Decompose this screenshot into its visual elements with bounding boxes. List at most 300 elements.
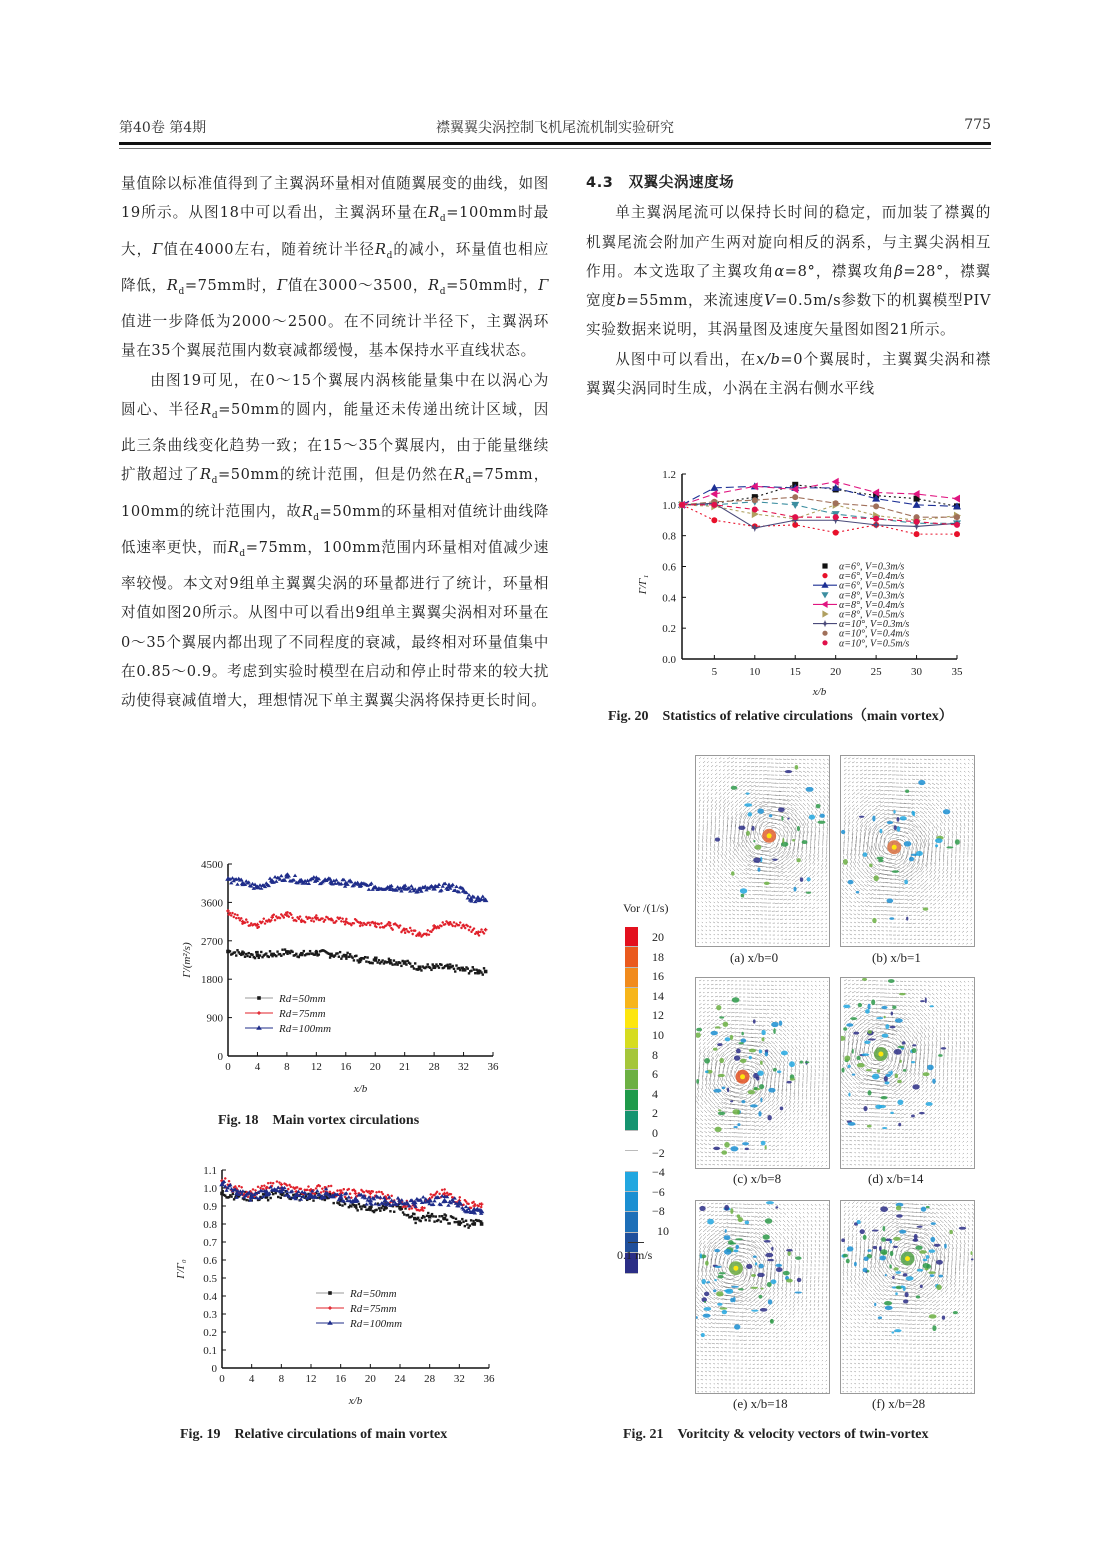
vorticity-patch (766, 1201, 774, 1204)
data-sample (443, 1188, 445, 1190)
vorticity-patch (856, 891, 860, 894)
y-tick-label: 0.7 (203, 1237, 217, 1249)
vorticity-patch (899, 1230, 906, 1234)
vorticity-patch (863, 852, 868, 857)
data-sample (340, 958, 342, 960)
data-sample (432, 1215, 434, 1217)
colorbar-swatch (625, 1172, 638, 1192)
vorticity-patch (738, 826, 745, 830)
data-sample (339, 951, 341, 953)
y-tick-label: 3600 (201, 897, 223, 910)
x-tick-label: 25 (870, 666, 882, 678)
data-sample (442, 1217, 444, 1219)
data-sample (232, 1193, 234, 1195)
x-tick-label: 20 (830, 666, 842, 678)
data-sample (354, 1205, 356, 1207)
data-sample (328, 953, 330, 955)
data-sample (315, 950, 317, 952)
vorticity-patch (785, 770, 792, 773)
series-rd50mm (220, 1189, 483, 1228)
vorticity-patch (906, 1276, 914, 1280)
data-sample (283, 953, 285, 955)
colorbar-label: 12 (652, 1008, 664, 1023)
vorticity-patch (872, 815, 875, 821)
vorticity-patch (930, 1274, 934, 1277)
colorbar-swatch (625, 1029, 638, 1049)
data-sample (375, 1191, 377, 1193)
vorticity-patch (869, 864, 873, 868)
vorticity-patch (786, 1081, 791, 1084)
vorticity-patch (717, 1303, 722, 1306)
vorticity-patch (805, 1061, 810, 1063)
vorticity-patch (722, 1310, 727, 1314)
vorticity-patch (868, 1090, 872, 1095)
vorticity-patch (771, 1247, 773, 1251)
vorticity-patch (705, 1070, 709, 1073)
vorticity-patch (733, 1126, 737, 1128)
data-sample (369, 1209, 371, 1211)
vorticity-patch (730, 1242, 736, 1244)
vorticity-patch (903, 1299, 908, 1303)
colorbar-swatch (625, 1090, 638, 1110)
vorticity-patch (863, 1235, 867, 1240)
data-sample (445, 1214, 447, 1216)
vorticity-patch (929, 1314, 937, 1318)
data-point (914, 531, 920, 537)
vorticity-patch (753, 840, 755, 842)
vorticity-patch (894, 1329, 901, 1332)
vorticity-patch (871, 999, 875, 1005)
journal-title: 襟翼翼尖涡控制飞机尾流机制实验研究 (436, 120, 674, 136)
data-sample (421, 1195, 425, 1198)
data-point (873, 516, 879, 522)
data-sample (476, 895, 480, 898)
vorticity-patch (927, 1065, 934, 1071)
vorticity-patch (878, 1105, 886, 1108)
vorticity-patch (866, 1069, 872, 1071)
data-sample (238, 917, 240, 919)
paragraph (121, 366, 549, 716)
data-sample (400, 965, 402, 967)
vorticity-patch (703, 1314, 711, 1318)
vorticity-patch (944, 1244, 947, 1249)
vorticity-patch (862, 978, 867, 981)
vorticity-patch (715, 1026, 721, 1028)
legend (245, 993, 331, 1035)
right-column (586, 169, 991, 403)
vorticity-patch (857, 1220, 861, 1224)
data-sample (396, 963, 398, 965)
y-tick-label: 0.6 (203, 1255, 217, 1267)
vector-field (841, 978, 974, 1168)
math-symbol: R (374, 240, 387, 258)
data-sample (454, 925, 456, 927)
data-sample (455, 964, 457, 966)
legend (813, 562, 909, 650)
data-sample (348, 956, 350, 958)
vorticity-patch (897, 1099, 903, 1105)
vorticity-patch (718, 1109, 721, 1111)
data-sample (301, 952, 303, 954)
data-sample (411, 965, 413, 967)
vorticity-patch (953, 1311, 958, 1314)
vorticity-patch (930, 1237, 935, 1242)
vorticity-patch (753, 1256, 757, 1258)
vorticity-patch (724, 1142, 729, 1148)
vorticity-patch (887, 821, 893, 824)
vorticity-patch (935, 844, 938, 847)
data-sample (432, 1199, 436, 1202)
data-sample (293, 874, 297, 877)
data-sample (480, 971, 482, 973)
data-point (822, 563, 827, 568)
vorticity-patch (704, 1301, 706, 1303)
vorticity-patch (896, 1214, 903, 1217)
data-sample (249, 956, 251, 958)
vorticity-patch (877, 1069, 880, 1072)
vorticity-patch (755, 1262, 757, 1265)
vorticity-patch (943, 809, 950, 814)
vorticity-patch (718, 1074, 725, 1077)
vorticity-patch (841, 1238, 845, 1242)
vortex-core-center (878, 1052, 883, 1057)
data-sample (456, 1221, 458, 1223)
vorticity-patch (737, 1123, 740, 1126)
data-sample (391, 963, 393, 965)
text-run: 值在3000～3500， (287, 276, 429, 294)
vorticity-patch (912, 1084, 919, 1089)
vorticity-patch (778, 807, 785, 812)
vorticity-patch (917, 1269, 923, 1272)
vorticity-patch (911, 1061, 915, 1063)
data-sample (431, 1196, 433, 1198)
subscript: d (178, 286, 185, 297)
vorticity-patch (725, 1289, 733, 1294)
math-symbol: R (166, 276, 179, 294)
data-sample (299, 915, 301, 917)
subscript: d (239, 548, 246, 559)
vorticity-patch (919, 1112, 925, 1114)
vorticity-patch (721, 1150, 727, 1154)
vorticity-patch (848, 1122, 856, 1126)
data-point (821, 601, 827, 608)
data-sample (272, 1182, 274, 1184)
data-sample (269, 1182, 271, 1184)
math-symbol: b (616, 292, 627, 310)
data-sample (378, 1207, 380, 1209)
vorticity-patch (751, 1310, 759, 1312)
velocity-vectors (841, 758, 973, 945)
vorticity-patch (888, 1071, 891, 1073)
vorticity-patch (707, 1219, 714, 1225)
vorticity-patch (843, 859, 848, 865)
data-sample (246, 921, 248, 923)
vorticity-patch (760, 1098, 762, 1103)
vorticity-patch (704, 1292, 709, 1297)
data-point (833, 530, 839, 536)
vortex-core-center (767, 833, 772, 838)
data-sample (409, 927, 411, 929)
vorticity-patch (970, 1251, 972, 1255)
data-sample (257, 1186, 259, 1188)
vorticity-patch (781, 842, 788, 847)
x-tick-label: 0 (219, 1373, 225, 1385)
data-sample (428, 1219, 430, 1221)
data-sample (438, 1215, 440, 1217)
figure-18-caption: Fig. 18 Main vortex circulations (218, 1113, 420, 1128)
vorticity-patch (741, 894, 745, 898)
data-sample (467, 967, 469, 969)
data-sample (452, 1217, 454, 1219)
data-sample (332, 1202, 334, 1204)
vorticity-patch (905, 789, 909, 792)
x-tick-label: 24 (394, 1373, 406, 1385)
vorticity-patch (890, 1251, 894, 1256)
vorticity-patch (718, 1112, 726, 1115)
data-sample (427, 929, 429, 931)
y-tick-label: 0.6 (662, 561, 676, 574)
data-sample (469, 926, 471, 928)
data-sample (278, 1181, 280, 1183)
y-tick-label: 0.1 (203, 1345, 217, 1357)
data-sample (447, 964, 449, 966)
vorticity-patch (719, 1307, 727, 1309)
y-tick-label: 2700 (201, 935, 223, 948)
data-sample (380, 922, 382, 924)
data-sample (274, 919, 276, 921)
vorticity-patch (935, 838, 943, 843)
vorticity-patch (873, 1246, 877, 1249)
text-run: =50mm时， (446, 276, 539, 294)
data-sample (254, 957, 256, 959)
data-sample (349, 1193, 351, 1195)
math-symbol: x/b (756, 350, 781, 368)
data-point (710, 490, 717, 498)
vorticity-patch (771, 1279, 777, 1284)
vorticity-patch (738, 1288, 743, 1290)
vorticity-patch (863, 1268, 868, 1272)
vector-field (696, 756, 829, 946)
data-sample (375, 957, 377, 959)
data-sample (388, 958, 390, 960)
vorticity-patch (769, 814, 772, 817)
vorticity-patch (761, 1141, 766, 1146)
colorbar-swatch (625, 968, 638, 988)
vorticity-patch (786, 1249, 793, 1252)
vorticity-patch (852, 1049, 854, 1054)
data-sample (430, 969, 432, 971)
vorticity-patch (790, 1078, 795, 1081)
vorticity-patch (740, 888, 747, 893)
subscript: d (313, 512, 320, 523)
data-sample (341, 1204, 343, 1206)
x-tick-label: 20 (364, 1373, 376, 1385)
colorbar-label: 6 (652, 1067, 658, 1082)
vorticity-patch (700, 1253, 702, 1258)
vorticity-patch (713, 1147, 720, 1151)
vorticity-patch (722, 1087, 726, 1090)
data-sample (425, 1219, 427, 1221)
vorticity-patch (717, 1275, 723, 1279)
data-sample (454, 970, 456, 972)
vorticity-patch (797, 826, 800, 831)
vorticity-patch (723, 1022, 729, 1027)
vorticity-patch (754, 1087, 758, 1090)
data-sample (276, 1186, 280, 1189)
vorticity-patch (715, 838, 720, 842)
data-sample (472, 1220, 474, 1222)
text-run: =50mm的统计范围，但是仍然在 (217, 466, 454, 484)
vorticity-patch (757, 867, 760, 871)
vorticity-patch (920, 1000, 925, 1002)
data-point (833, 514, 839, 520)
vorticity-patch (936, 1260, 943, 1265)
vorticity-patch (889, 1264, 892, 1268)
data-sample (310, 920, 312, 922)
data-point (257, 1011, 261, 1015)
vorticity-patch (741, 1032, 743, 1036)
x-tick-label: 4 (254, 1061, 261, 1073)
data-sample (350, 1205, 352, 1207)
series-rd75mm (226, 909, 487, 938)
vorticity-patch (919, 1250, 927, 1254)
piv-panel (840, 755, 975, 947)
data-sample (378, 959, 380, 961)
vorticity-patch (909, 857, 914, 862)
data-sample (344, 1203, 346, 1205)
x-tick-label: 12 (310, 1061, 322, 1073)
colorbar-label: 16 (652, 969, 664, 984)
data-sample (434, 966, 436, 968)
data-sample (291, 951, 293, 953)
colorbar-swatch (625, 1151, 638, 1171)
vorticity-patch (713, 1089, 721, 1093)
vorticity-patch (696, 1316, 698, 1319)
x-tick-label: 30 (911, 666, 923, 678)
vorticity-patch (806, 787, 814, 792)
legend-label: α=8°, V=0.5m/s (839, 609, 905, 621)
vorticity-patch (863, 1257, 868, 1262)
data-sample (464, 1225, 466, 1227)
x-tick-label: 32 (458, 1061, 470, 1073)
left-column (121, 169, 549, 715)
vorticity-patch (776, 1267, 783, 1272)
vorticity-patch (885, 1306, 893, 1310)
vorticity-patch (912, 1044, 916, 1046)
data-sample (359, 961, 361, 963)
data-sample (245, 1199, 247, 1201)
vorticity-patch (751, 1274, 756, 1277)
data-sample (235, 954, 237, 956)
text-run: 从图中可以看出，在 (615, 350, 757, 368)
velocity-vectors (841, 980, 973, 1167)
data-sample (229, 950, 231, 952)
y-tick-label: 0.2 (203, 1327, 217, 1339)
math-symbol: β (894, 262, 904, 280)
data-sample (378, 1191, 380, 1193)
colorbar-label: 14 (652, 988, 664, 1003)
vorticity-patch (916, 1295, 920, 1298)
text-run: =75mm时， (184, 276, 277, 294)
y-tick-label: 0.5 (203, 1273, 217, 1285)
vorticity-patch (735, 1245, 738, 1249)
math-symbol: R (227, 538, 240, 556)
vorticity-patch (856, 1056, 860, 1060)
data-sample (355, 955, 357, 957)
legend-label: α=8°, V=0.3m/s (839, 590, 905, 602)
data-sample (222, 1190, 224, 1192)
panel-label: (c) x/b=8 (733, 1171, 782, 1186)
data-sample (393, 1211, 395, 1213)
data-sample (441, 1189, 443, 1191)
paragraph (586, 198, 991, 344)
data-sample (264, 922, 266, 924)
vorticity-patch (868, 1030, 872, 1034)
x-tick-label: 16 (340, 1061, 352, 1073)
vorticity-patch (817, 821, 825, 824)
data-sample (263, 918, 265, 920)
legend-label: α=6°, V=0.3m/s (839, 561, 905, 573)
data-point (954, 522, 960, 528)
vorticity-patch (887, 899, 894, 904)
data-sample (313, 920, 315, 922)
vorticity-patch (750, 1104, 758, 1107)
vorticity-patch (809, 815, 815, 820)
y-tick-label: 0.4 (662, 592, 676, 605)
vorticity-patch (880, 829, 883, 833)
data-sample (379, 1210, 381, 1212)
vorticity-patch (715, 1266, 722, 1268)
data-sample (272, 1193, 274, 1195)
data-sample (474, 972, 476, 974)
data-sample (336, 952, 338, 954)
vorticity-patch (730, 1100, 733, 1102)
data-sample (447, 883, 451, 886)
vorticity-patch (850, 1017, 857, 1020)
vorticity-patch (901, 1285, 904, 1288)
vorticity-patch (716, 1005, 721, 1010)
data-sample (280, 1197, 282, 1199)
header-rule-thick (119, 142, 991, 145)
data-point (913, 501, 921, 508)
data-sample (420, 969, 422, 971)
data-sample (364, 1206, 366, 1208)
vorticity-patch (844, 1056, 850, 1062)
data-sample (462, 1221, 464, 1223)
x-tick-label: 21 (399, 1061, 411, 1073)
data-sample (385, 1207, 387, 1209)
data-sample (411, 1207, 413, 1209)
data-sample (359, 925, 361, 927)
vorticity-patch (783, 1271, 790, 1276)
vorticity-patch (758, 1111, 761, 1116)
x-tick-label: 4 (248, 1373, 255, 1385)
data-sample (258, 957, 260, 959)
vorticity-patch (731, 871, 735, 876)
data-sample (336, 1189, 338, 1191)
vorticity-patch (853, 1032, 859, 1035)
data-sample (382, 1205, 384, 1207)
vorticity-patch (885, 1024, 889, 1029)
vorticity-patch (878, 1316, 882, 1319)
vorticity-patch (779, 1021, 782, 1026)
figure-20-chart (630, 462, 970, 697)
vorticity-patch (772, 858, 778, 860)
data-sample (453, 921, 455, 923)
y-tick-label: 0.8 (662, 530, 676, 543)
vorticity-patch (757, 1273, 765, 1277)
data-sample (251, 954, 253, 956)
